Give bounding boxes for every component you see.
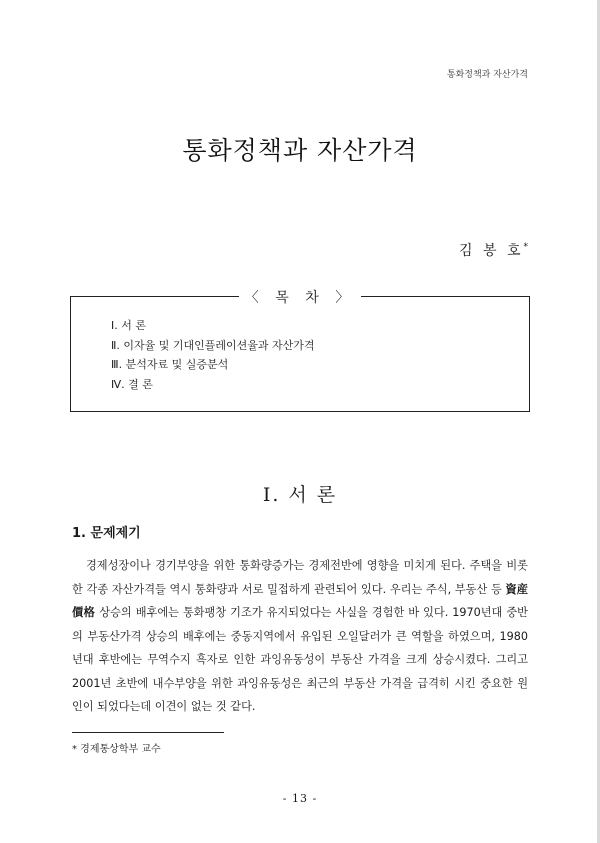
paragraph-bold-term: 資産價格 <box>72 582 528 619</box>
page-title: 통화정책과 자산가격 <box>182 136 418 165</box>
footnote: * 경제통상학부 교수 <box>72 744 161 755</box>
footnote-rule <box>72 732 224 733</box>
paragraph-part-1: 경제성장이나 경기부양을 위한 통화량증가는 경제전반에 영향을 미치게 된다. 주택을 비롯한 각종 자산가격들 역시 통화량과 서로 밀접하게 관련되어 있다. 우리는 주식, 부동산 등 <box>72 559 528 596</box>
paragraph-part-2: 상승의 배후에는 통화팽창 기조가 유지되었다는 사실을 경험한 바 있다. 1970년대 중반의 부동산가격 상승의 배후에는 중동지역에서 유입된 오일달러가 큰 역할을 하였으며, 1980년대 후반에는 무역수지 흑자로 인한 과잉유동성이 부동산 가격을 크게 상승시켰다. 그리고 2001년 초반에 내수부양을 위한 과잉유동성은 최근의 부동산 가격을 급격히 시킨 중요한 원인이 되었다는데 이견이 없는 것 같다. <box>72 606 528 713</box>
toc-list <box>111 316 315 394</box>
toc-item: Ⅱ. 이자율 및 기대인플레이션율과 자산가격 <box>111 338 315 352</box>
toc-item: Ⅰ. 서 론 <box>111 319 146 332</box>
page-number: - 13 - <box>282 792 318 805</box>
toc-item: Ⅳ. 결 론 <box>111 377 153 391</box>
toc-heading-label: 목 차 <box>275 290 325 306</box>
author <box>459 240 528 260</box>
author-footnote-mark: * <box>523 242 528 253</box>
running-header: 통화정책과 자산가격 <box>446 70 528 80</box>
toc-heading-left-bracket: 〈 <box>244 290 265 306</box>
toc-heading-wrap <box>239 290 361 306</box>
subsection-title: 1. 문제제기 <box>72 526 141 541</box>
section-title: Ⅰ. 서 론 <box>262 484 338 506</box>
body-paragraph <box>72 554 528 719</box>
toc-item: Ⅲ. 분석자료 및 실증분석 <box>111 358 229 371</box>
toc-heading <box>0 287 600 307</box>
toc-heading-right-bracket: 〉 <box>335 290 356 306</box>
author-name: 김 봉 호 <box>459 243 524 259</box>
